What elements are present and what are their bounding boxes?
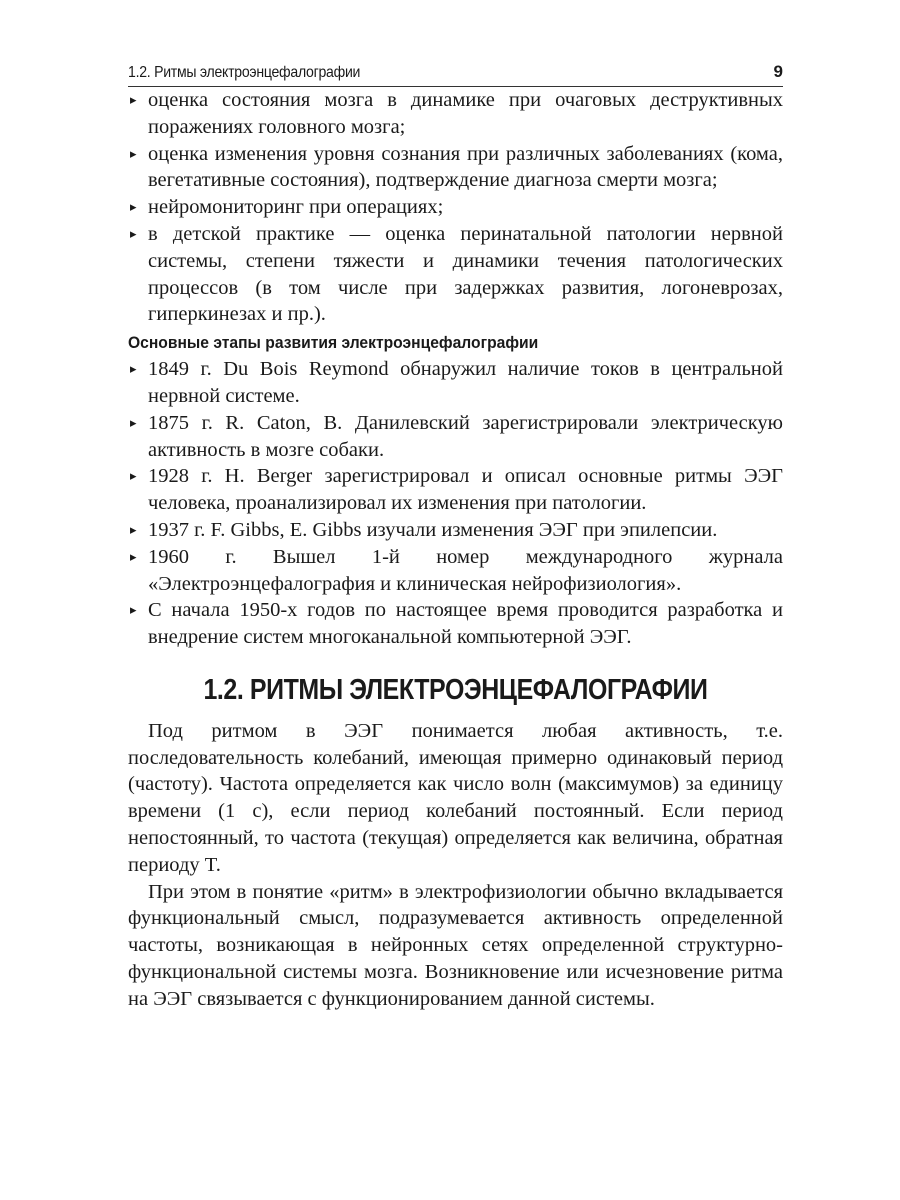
history-list (128, 356, 783, 651)
paragraph: Под ритмом в ЭЭГ понимается любая активность, т.е. последовательность колебаний, имеющая примерно одинаковый период (частоту). Частота определяется как число волн (максимумов) за единицу времени (1 с), если период колебаний постоянный. Если период непостоянный, то частота (текущая) определяется как величина, обратная периоду T. (128, 719, 783, 876)
triangle-bullet-icon: ▸ (130, 521, 137, 537)
list-item: ▸ оценка изменения уровня сознания при различных заболеваниях (кома, вегетативные состояния), подтверждение диагноза смерти мозга; (130, 142, 783, 192)
indications-list (128, 87, 783, 328)
list-item: ▸ 1937 г. F. Gibbs, E. Gibbs изучали изменения ЭЭГ при эпилепсии. (128, 517, 783, 544)
page-number: 9 (773, 62, 783, 81)
list-item: ▸ 1960 г. Вышел 1-й номер международного журнала «Электроэнцефалография и клиническая нейрофизиология». (130, 545, 783, 595)
list-item: ▸ нейромониторинг при операциях; (128, 194, 783, 221)
book-page (128, 56, 783, 1013)
section-title: 1.2. РИТМЫ ЭЛЕКТРОЭНЦЕФАЛОГРАФИИ (203, 673, 708, 706)
list-item: ▸ С начала 1950-х годов по настоящее время проводится разработка и внедрение систем многоканальной компьютерной ЭЭГ. (130, 599, 783, 649)
paragraph: При этом в понятие «ритм» в электрофизиологии обычно вкладывается функциональный смысл, подразумевается активность определенной частоты, возникающая в нейронных сетях определенной структурно-функциональной системы мозга. Возникновение или исчезновение ритма на ЭЭГ связывается с функционированием данной системы. (128, 880, 783, 1010)
history-subheading: Основные этапы развития электроэнцефалографии (128, 333, 539, 353)
triangle-bullet-icon: ▸ (130, 145, 137, 161)
triangle-bullet-icon: ▸ (130, 468, 137, 484)
triangle-bullet-icon: ▸ (130, 361, 137, 377)
running-head (128, 56, 783, 87)
page-body (128, 87, 783, 1013)
list-item: ▸ 1875 г. R. Caton, В. Данилевский зарегистрировали электрическую активность в мозге собаки. (130, 411, 783, 461)
triangle-bullet-icon: ▸ (130, 92, 137, 107)
list-item: ▸ 1849 г. Du Bois Reymond обнаружил наличие токов в центральной нервной системе. (130, 358, 783, 407)
triangle-bullet-icon: ▸ (130, 225, 137, 241)
triangle-bullet-icon: ▸ (130, 548, 137, 564)
list-item: ▸ оценка состояния мозга в динамике при очаговых деструктивных поражениях головного мозга; (130, 89, 783, 138)
triangle-bullet-icon: ▸ (130, 199, 137, 215)
list-item: ▸ в детской практике — оценка перинатальной патологии нервной системы, степени тяжести и динамики течения патологических процессов (в том числе при задержках развития, логоневрозах, гиперкинезах и пр.). (130, 222, 783, 326)
triangle-bullet-icon: ▸ (130, 602, 137, 618)
triangle-bullet-icon: ▸ (130, 414, 137, 430)
list-item: ▸ 1928 г. H. Berger зарегистрировал и описал основные ритмы ЭЭГ человека, проанализировал их изменения при патологии. (130, 465, 783, 515)
running-title: 1.2. Ритмы электроэнцефалографии (128, 64, 361, 81)
